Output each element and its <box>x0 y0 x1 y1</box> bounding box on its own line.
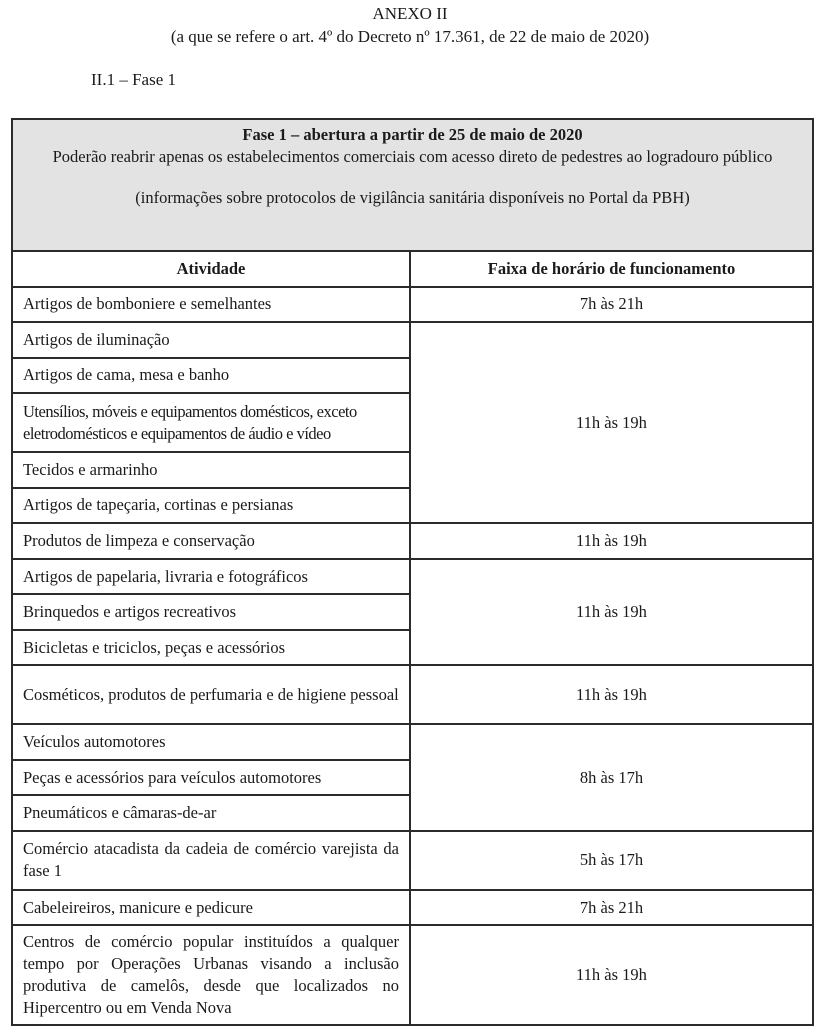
phase-title: Fase 1 – abertura a partir de 25 de maio de 2020 <box>242 125 583 144</box>
activity-cell: Artigos de bomboniere e semelhantes <box>12 287 410 323</box>
activity-cell: Artigos de tapeçaria, cortinas e persianas <box>12 488 410 524</box>
phase-note: (informações sobre protocolos de vigilância sanitária disponíveis no Portal da PBH) <box>135 188 690 207</box>
table-row <box>12 831 813 890</box>
phase-1-table <box>11 118 814 1026</box>
table-row <box>12 322 813 358</box>
activity-cell: Comércio atacadista da cadeia de comércio varejista da fase 1 <box>12 831 410 890</box>
table-row <box>12 559 813 595</box>
hours-cell: 11h às 19h <box>410 665 813 724</box>
table-row <box>12 287 813 323</box>
activity-cell: Centros de comércio popular instituídos a qualquer tempo por Operações Urbanas visando a inclusão produtiva de camelôs, desde que localizados no Hipercentro ou em Venda Nova <box>12 925 410 1025</box>
table-row <box>12 724 813 760</box>
hours-cell: 11h às 19h <box>410 925 813 1025</box>
hours-cell: 11h às 19h <box>410 559 813 666</box>
table-header <box>12 119 813 251</box>
hours-cell: 5h às 17h <box>410 831 813 890</box>
activity-cell: Veículos automotores <box>12 724 410 760</box>
table-row <box>12 890 813 926</box>
hours-cell: 8h às 17h <box>410 724 813 831</box>
activity-cell: Bicicletas e triciclos, peças e acessórios <box>12 630 410 666</box>
activity-cell: Tecidos e armarinho <box>12 452 410 488</box>
table-row <box>12 665 813 724</box>
hours-cell: 11h às 19h <box>410 322 813 523</box>
hours-cell: 7h às 21h <box>410 890 813 926</box>
activity-cell: Pneumáticos e câmaras-de-ar <box>12 795 410 831</box>
activity-cell: Artigos de papelaria, livraria e fotográficos <box>12 559 410 595</box>
table-row <box>12 925 813 1025</box>
activity-cell: Artigos de cama, mesa e banho <box>12 358 410 394</box>
phase-description: Poderão reabrir apenas os estabelecimentos comerciais com acesso direto de pedestres ao logradouro público <box>52 147 773 166</box>
activity-cell: Utensílios, móveis e equipamentos domésticos, exceto eletrodomésticos e equipamentos de áudio e vídeo <box>12 393 410 452</box>
activity-cell: Cosméticos, produtos de perfumaria e de higiene pessoal <box>12 665 410 724</box>
annex-reference: (a que se refere o art. 4º do Decreto nº 17.361, de 22 de maio de 2020) <box>170 27 650 46</box>
hours-cell: 11h às 19h <box>410 523 813 559</box>
hours-cell: 7h às 21h <box>410 287 813 323</box>
section-label: II.1 – Fase 1 <box>91 70 176 89</box>
column-header-hours: Faixa de horário de funcionamento <box>410 251 813 287</box>
activity-cell: Cabeleireiros, manicure e pedicure <box>12 890 410 926</box>
table-row <box>12 523 813 559</box>
annex-title: ANEXO II <box>372 4 448 23</box>
activity-cell: Produtos de limpeza e conservação <box>12 523 410 559</box>
activity-cell: Peças e acessórios para veículos automotores <box>12 760 410 796</box>
activity-cell: Artigos de iluminação <box>12 322 410 358</box>
column-header-activity: Atividade <box>12 251 410 287</box>
activity-cell: Brinquedos e artigos recreativos <box>12 594 410 630</box>
